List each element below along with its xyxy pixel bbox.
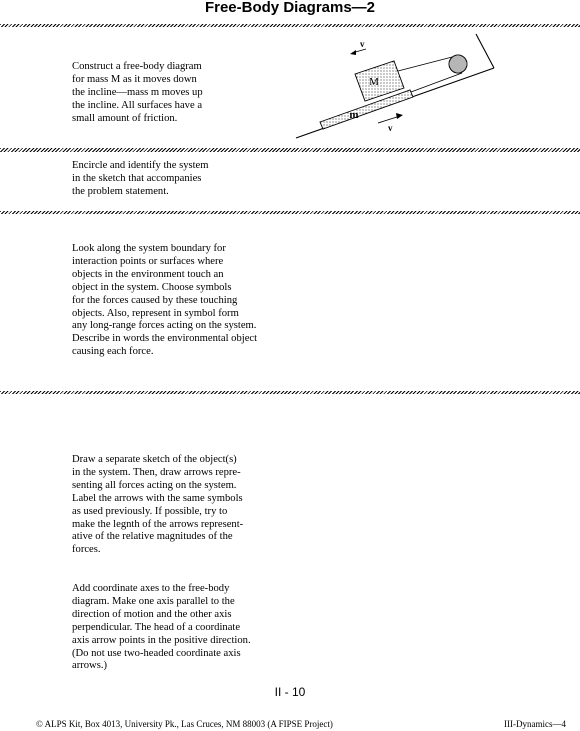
boundary-line: any long-range forces acting on the system. xyxy=(72,320,257,332)
pulley-icon xyxy=(449,55,467,73)
problem-line: Construct a free-body diagram xyxy=(72,61,202,72)
boundary-line: Look along the system boundary for xyxy=(72,243,226,254)
axes-line: perpendicular. The head of a coordinate xyxy=(72,621,241,633)
divider-top xyxy=(0,24,580,27)
incline-wall xyxy=(476,34,494,68)
label-velocity-top: v xyxy=(360,39,365,49)
footer-copyright: © ALPS Kit, Box 4013, University Pk., Las Cruces, NM 88003 (A FIPSE Project) xyxy=(36,719,333,729)
string-upper xyxy=(398,56,456,71)
boundary-instructions xyxy=(72,243,257,359)
axes-line: axis arrow points in the positive direction. xyxy=(72,634,251,646)
sketch-instructions xyxy=(72,454,243,557)
encircle-line: Encircle and identify the system xyxy=(72,160,209,171)
sketch-line: make the legnth of the arrows represent- xyxy=(72,518,244,530)
sketch-line: ative of the relative magnitudes of the xyxy=(72,531,233,543)
page-number: II - 10 xyxy=(274,685,306,699)
axes-line: direction of motion and the other axis xyxy=(72,608,232,620)
divider xyxy=(0,391,580,394)
sketch-line: in the system. Then, draw arrows repre- xyxy=(72,466,241,478)
footer-section-id: III-Dynamics—4 xyxy=(504,719,566,729)
encircle-line: the problem statement. xyxy=(72,185,169,197)
boundary-line: causing each force. xyxy=(72,346,154,358)
sketch-line: Draw a separate sketch of the object(s) xyxy=(72,454,237,465)
label-mass-small: m xyxy=(349,109,359,121)
boundary-line: objects. Also, represent in symbol form xyxy=(72,307,239,319)
problem-line: the incline. All surfaces have a xyxy=(72,99,203,111)
arrowhead-icon xyxy=(350,50,356,55)
problem-line: for mass M as it moves down xyxy=(72,73,197,85)
encircle-line: in the sketch that accompanies xyxy=(72,172,202,184)
boundary-line: objects in the environment touch an xyxy=(72,268,224,280)
boundary-line: for the forces caused by these touching xyxy=(72,294,238,306)
axes-line: diagram. Make one axis parallel to the xyxy=(72,595,235,607)
axes-instructions xyxy=(72,583,251,673)
axes-line: Add coordinate axes to the free-body xyxy=(72,583,230,594)
arrowhead-icon xyxy=(396,113,403,119)
boundary-line: interaction points or surfaces where xyxy=(72,255,224,267)
page-title: Free-Body Diagrams—2 xyxy=(204,0,376,16)
axes-line: (Do not use two-headed coordinate axis xyxy=(72,647,241,659)
label-velocity-bottom: v xyxy=(388,123,393,133)
problem-line: small amount of friction. xyxy=(72,112,178,124)
divider xyxy=(0,211,580,214)
label-mass-big: M xyxy=(369,76,379,88)
axes-line: arrows.) xyxy=(72,660,108,672)
sketch-line: Label the arrows with the same symbols xyxy=(72,492,243,504)
sketch-line: senting all forces acting on the system. xyxy=(72,479,237,491)
problem-line: the incline—mass m moves up xyxy=(72,86,203,98)
sketch-line: forces. xyxy=(72,544,101,556)
sketch-line: as used previously. If possible, try to xyxy=(72,505,228,517)
problem-statement xyxy=(72,61,203,126)
boundary-line: Describe in words the environmental object xyxy=(72,333,258,345)
incline-diagram xyxy=(290,28,500,146)
encircle-instructions xyxy=(72,160,209,199)
boundary-line: object in the system. Choose symbols xyxy=(72,281,232,293)
divider xyxy=(0,148,580,152)
